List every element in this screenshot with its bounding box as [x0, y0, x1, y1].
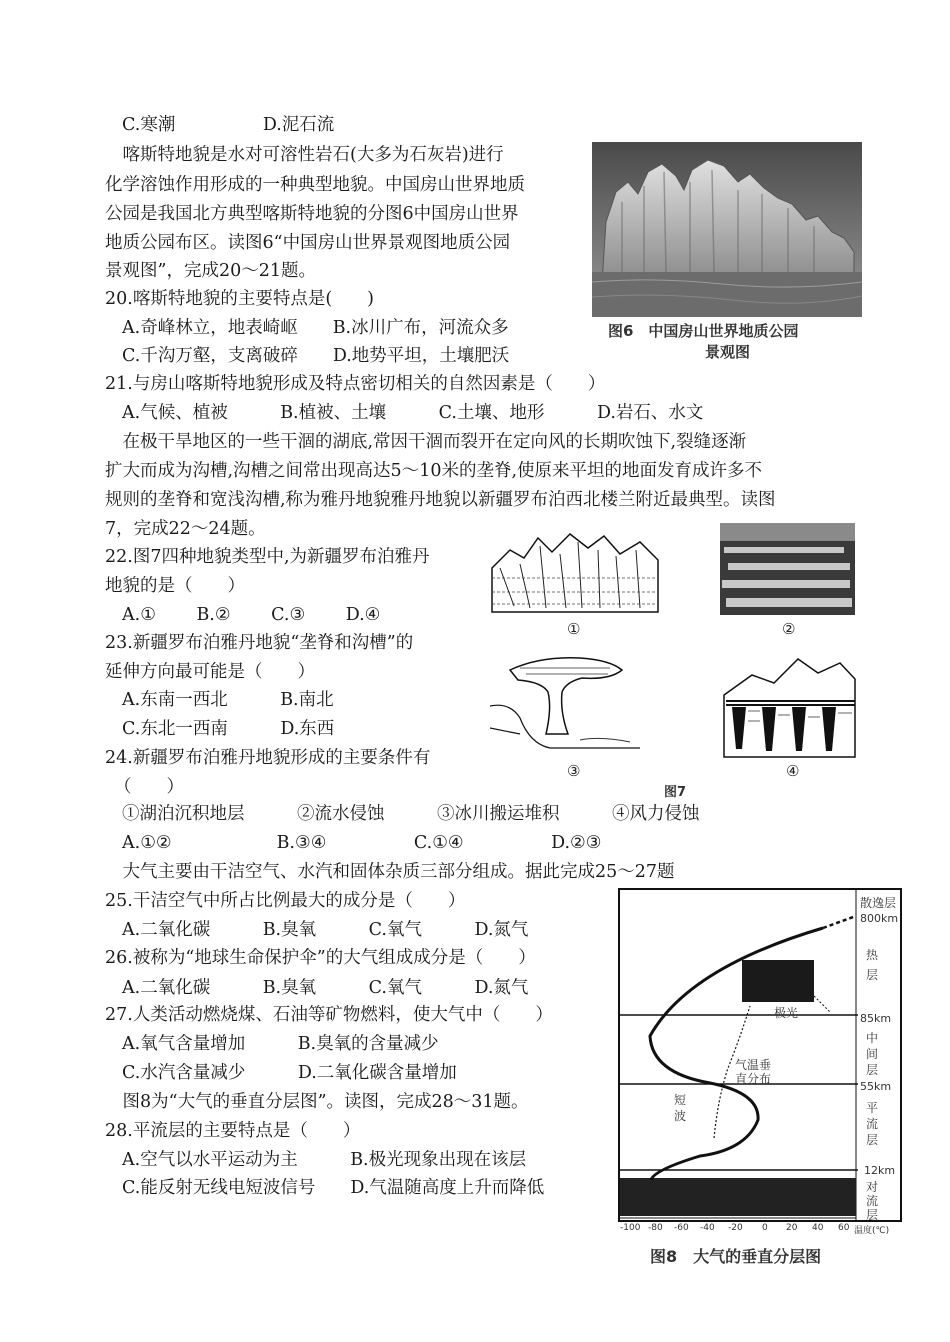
x-tick-60: 60 — [838, 1223, 850, 1233]
figure-6-caption: 图6 中国房山世界地质公园 — [608, 322, 799, 340]
height-label-800km: 800km — [860, 912, 899, 925]
question-27: 27.人类活动燃烧煤、石油等矿物燃料，使大气中（ ） — [105, 1005, 553, 1025]
landform-3-sketch — [490, 648, 640, 760]
paragraph-line: 喀斯特地貌是水对可溶性岩石(大多为石灰岩)进行 — [105, 145, 504, 165]
aurora-label: 极光 — [774, 1006, 799, 1020]
layer-label-exosphere: 散逸层 — [860, 896, 897, 910]
shortwave-label: 短波 — [674, 1093, 687, 1123]
karst-landscape-photo — [592, 142, 862, 317]
paragraph-line: 公园是我国北方典型喀斯特地貌的分图6中国房山世界 — [105, 204, 519, 224]
landform-label-4: ④ — [786, 762, 800, 780]
landform-label-3: ③ — [567, 762, 581, 780]
landform-label-2: ② — [782, 620, 796, 638]
question-28: 28.平流层的主要特点是（ ） — [105, 1121, 361, 1141]
option-line: A.东南一西北 B.南北 — [122, 690, 334, 710]
x-tick--100: -100 — [620, 1223, 641, 1233]
temperature-curve-label: 气温垂直分布 — [735, 1058, 772, 1086]
height-label-55km: 55km — [860, 1080, 892, 1093]
question-line: （ ） — [114, 777, 184, 797]
height-label-12km: 12km — [864, 1164, 896, 1177]
question-20: 20.喀斯特地貌的主要特点是( ) — [105, 289, 374, 309]
x-tick--60: -60 — [674, 1223, 689, 1233]
landform-1-sketch — [490, 528, 660, 616]
x-tick--40: -40 — [700, 1223, 715, 1233]
option-line: A.气候、植被 B.植被、土壤 C.土壤、地形 D.岩石、水文 — [122, 403, 704, 423]
paragraph-line: 化学溶蚀作用形成的一种典型地貌。中国房山世界地质 — [105, 175, 525, 195]
paragraph-line: 在极干旱地区的一些干涸的湖底,常因干涸而裂开在定向风的长期吹蚀下,裂缝逐渐 — [105, 432, 747, 452]
question-23: 23.新疆罗布泊雅丹地貌“垄脊和沟槽”的 — [105, 633, 414, 653]
paragraph-line: 7，完成22～24题。 — [105, 519, 266, 539]
x-tick-0: 0 — [762, 1223, 768, 1233]
layer-label-mesosphere: 中间层 — [866, 1031, 879, 1077]
figure-6-caption-cont: 景观图 — [705, 343, 751, 361]
paragraph-line: 规则的垄脊和宽浅沟槽,称为雅丹地貌雅丹地貌以新疆罗布泊西北楼兰附近最典型。读图 — [105, 490, 776, 510]
landform-4-sketch — [722, 645, 857, 760]
question-line: 延伸方向最可能是（ ） — [105, 662, 315, 682]
height-label-85km: 85km — [860, 1012, 892, 1025]
question-24: 24.新疆罗布泊雅丹地貌形成的主要条件有 — [105, 748, 431, 768]
figure-6 — [592, 142, 862, 317]
landform-2-sketch — [720, 523, 855, 615]
paragraph-line: 扩大而成为沟槽,沟槽之间常出现高达5～10米的垄脊,使原来平坦的地面发育成许多不 — [105, 461, 763, 481]
layer-label-thermosphere: 热层 — [866, 948, 879, 982]
option-line: A.空气以水平运动为主 B.极光现象出现在该层 — [122, 1150, 527, 1170]
x-axis-unit: 温度(℃) — [854, 1226, 890, 1236]
option-line: C.东北一西南 D.东西 — [122, 719, 335, 739]
x-tick-20: 20 — [786, 1223, 798, 1233]
x-tick-40: 40 — [812, 1223, 824, 1233]
option-line: C.千沟万壑，支离破碎 D.地势平坦，土壤肥沃 — [122, 346, 510, 366]
paragraph-line: 大气主要由干洁空气、水汽和固体杂质三部分组成。据此完成25～27题 — [105, 862, 675, 882]
paragraph-line: 地质公园布区。读图6“中国房山世界景观图地质公园 — [105, 233, 511, 253]
question-25: 25.干洁空气中所占比例最大的成分是（ ） — [105, 891, 466, 911]
option-line: A.奇峰林立，地表崎岖 B.冰川广布，河流众多 — [122, 318, 509, 338]
option-line: A.氧气含量增加 B.臭氧的含量减少 — [122, 1034, 439, 1054]
question-line: 地貌的是（ ） — [105, 576, 245, 596]
option-line: A.①② B.③④ C.①④ D.②③ — [122, 833, 602, 853]
question-22: 22.图7四种地貌类型中,为新疆罗布泊雅丹 — [105, 547, 430, 567]
landform-label-1: ① — [567, 620, 581, 638]
option-line: C.能反射无线电短波信号 D.气温随高度上升而降低 — [122, 1178, 545, 1198]
layer-label-stratosphere: 平流层 — [866, 1101, 879, 1147]
question-21: 21.与房山喀斯特地貌形成及特点密切相关的自然因素是（ ） — [105, 374, 606, 394]
paragraph-line: 图8为“大气的垂直分层图”。读图，完成28～31题。 — [105, 1092, 529, 1112]
option-line: ①湖泊沉积地层 ②流水侵蚀 ③冰川搬运堆积 ④风力侵蚀 — [122, 804, 700, 824]
layer-label-troposphere: 对流层 — [866, 1180, 879, 1222]
figure-8-caption: 图8 大气的垂直分层图 — [650, 1247, 822, 1266]
option-line: A.二氧化碳 B.臭氧 C.氧气 D.氮气 — [122, 978, 529, 998]
option-line: C.水汽含量减少 D.二氧化碳含量增加 — [122, 1063, 457, 1083]
x-tick--20: -20 — [728, 1223, 743, 1233]
figure-7-caption: 图7 — [664, 785, 687, 800]
option-line: C.寒潮 D.泥石流 — [122, 115, 335, 135]
option-line: A.① B.② C.③ D.④ — [122, 605, 381, 625]
question-26: 26.被称为“地球生命保护伞”的大气组成成分是（ ） — [105, 948, 536, 968]
paragraph-line: 景观图”，完成20～21题。 — [105, 261, 316, 281]
x-tick--80: -80 — [648, 1223, 663, 1233]
option-line: A.二氧化碳 B.臭氧 C.氧气 D.氮气 — [122, 920, 529, 940]
